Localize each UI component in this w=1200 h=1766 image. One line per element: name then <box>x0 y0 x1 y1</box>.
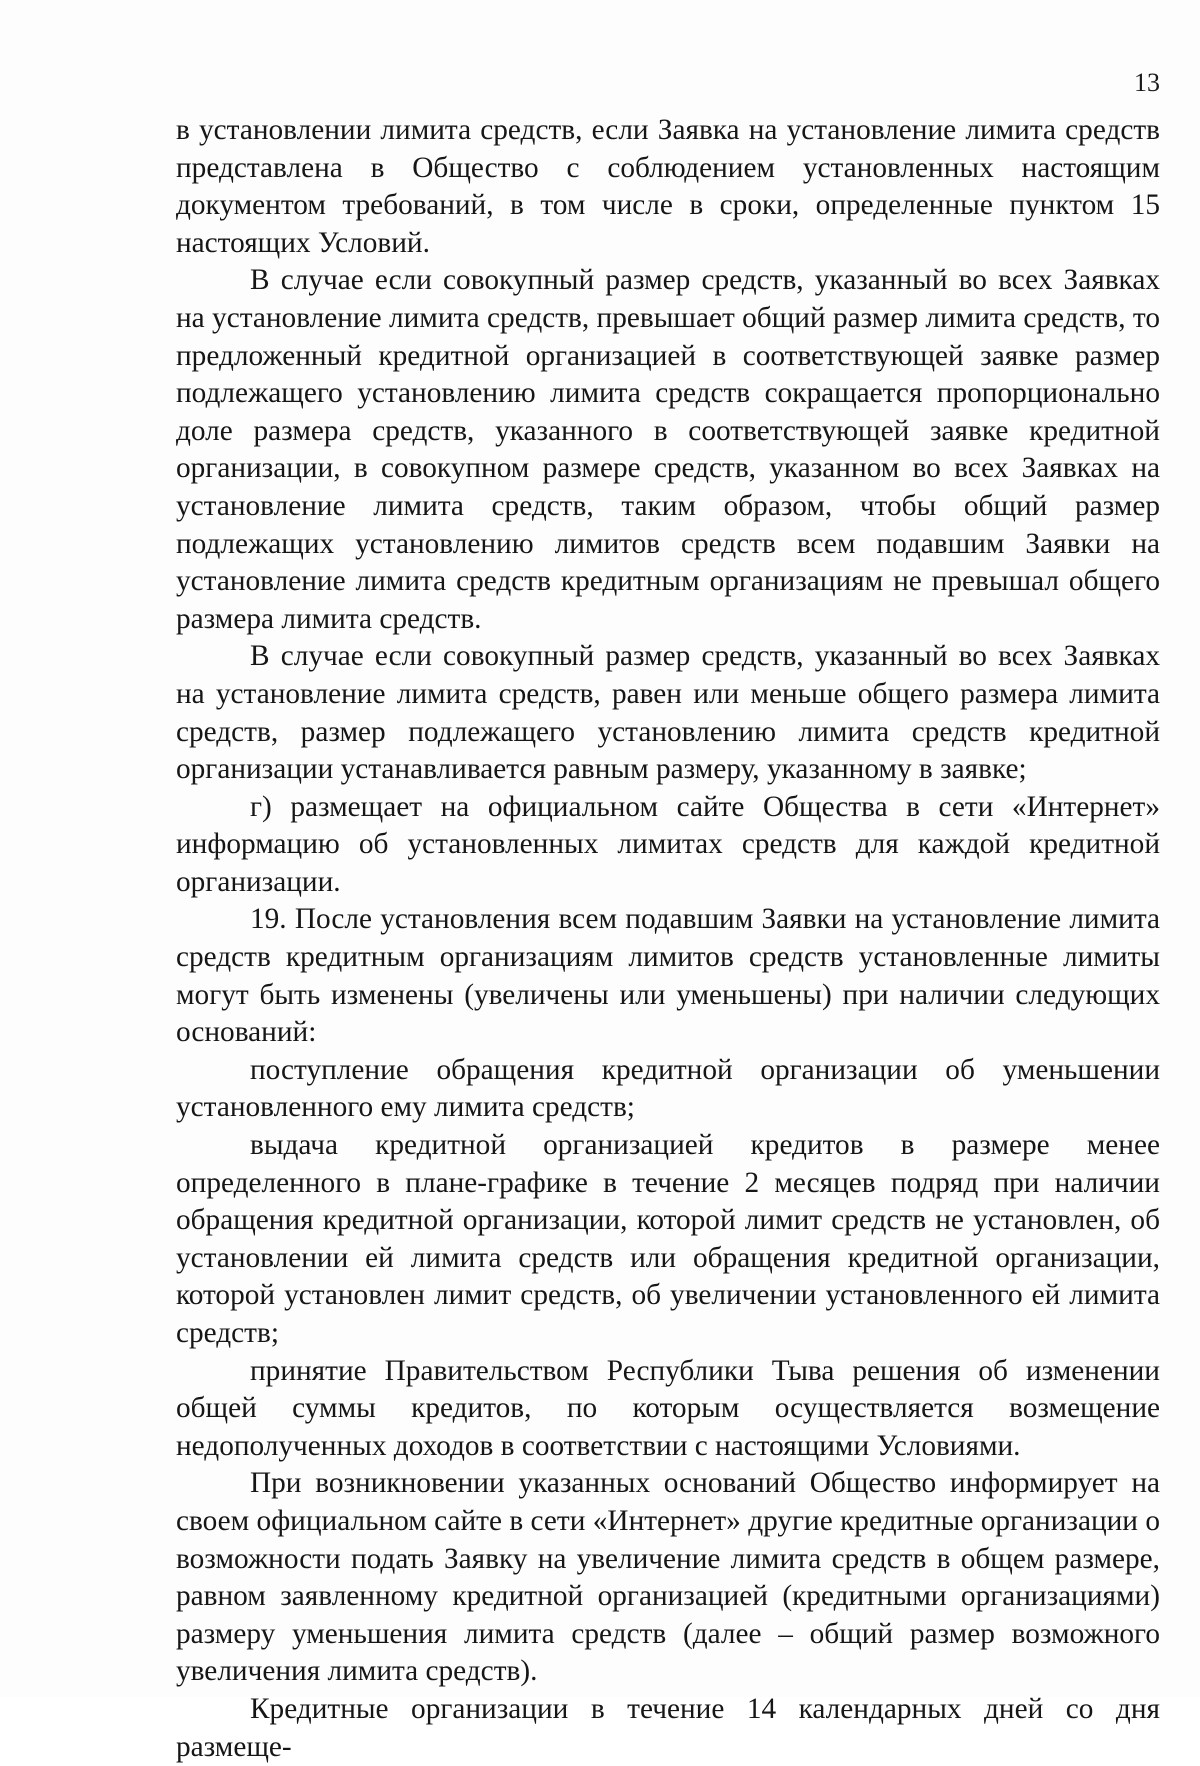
paragraph-basis-reduction: поступление обращения кредитной организации об уменьшении установленного ему лимита средств; <box>176 1053 1160 1124</box>
paragraph-item-g: г) размещает на официальном сайте Общества в сети «Интернет» информацию об установленных лимитах средств для каждой кредитной организации. <box>176 790 1160 898</box>
paragraph-item-19: 19. После установления всем подавшим Заявки на установление лимита средств кредитным организациям лимитов средств установленные лимиты могут быть изменены (увеличены или уменьшены) при наличии следующих оснований: <box>176 903 1160 1049</box>
paragraph-basis-issuance: выдача кредитной организацией кредитов в размере менее определенного в плане-графике в течение 2 месяцев подряд при наличии обращения кредитной организации, которой лимит средств не установлен, об установлении ей лимита средств или обращения кредитной организации, которой установлен лимит средств, об увеличении установленного ей лимита средств; <box>176 1129 1160 1349</box>
paragraph-limit-equal: В случае если совокупный размер средств, указанный во всех Заявках на установление лимита средств, равен или меньше общего размера лимита средств, размер подлежащего установлению лимита средств кредитной организации устанавливается равным размеру, указанному в заявке; <box>176 640 1160 786</box>
paragraph-basis-government: принятие Правительством Республики Тыва решения об изменении общей суммы кредитов, по которым осуществляется возмещение недополученных доходов в соответствии с настоящими Условиями. <box>176 1354 1160 1462</box>
paragraph-limit-excess: В случае если совокупный размер средств, указанный во всех Заявках на установление лимита средств, превышает общий размер лимита средств, то предложенный кредитной организацией в соответствующей заявке размер подлежащего установлению лимита средств сокращается пропорционально доле размера средств, указанного в соответствующей заявке кредитной организации, в совокупном размере средств, указанном во всех Заявках на установление лимита средств, таким образом, чтобы общий размер подлежащих установлению лимитов средств всем подавшим Заявки на установление лимита средств кредитным организациям не превышал общего размера лимита средств. <box>176 264 1160 635</box>
paragraph-credit-orgs: Кредитные организации в течение 14 календарных дней со дня размеще- <box>176 1692 1160 1763</box>
page-number: 13 <box>1134 68 1160 97</box>
paragraph-continuation: в установлении лимита средств, если Заявка на установление лимита средств представлена в Общество с соблюдением установленных настоящим документом требований, в том числе в сроки, определенные пунктом 15 настоящих Условий. <box>176 114 1160 259</box>
document-body <box>176 112 1160 1766</box>
paragraph-society-informs: При возникновении указанных оснований Общество информирует на своем официальном сайте в сети «Интернет» другие кредитные организации о возможности подать Заявку на увеличение лимита средств в общем размере, равном заявленному кредитной организацией (кредитными организациями) размеру уменьшения лимита средств (далее – общий размер возможного увеличения лимита средств). <box>176 1467 1160 1688</box>
